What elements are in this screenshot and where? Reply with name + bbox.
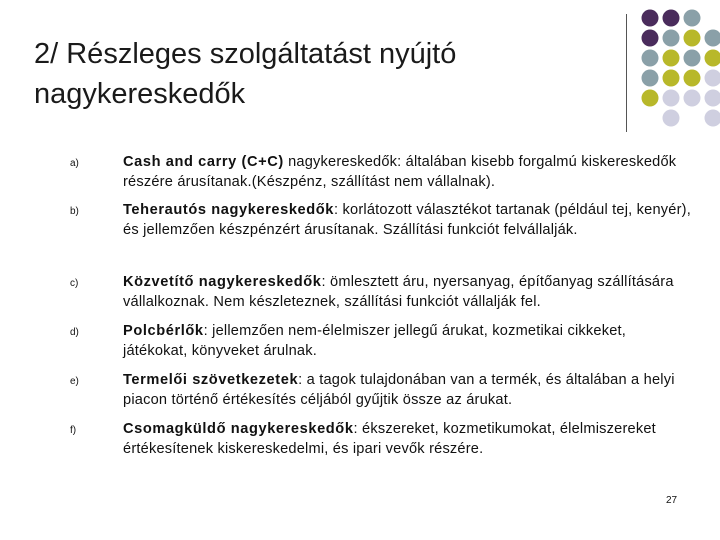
- list-item-term: Polcbérlők: [123, 323, 204, 339]
- decorative-dot: [663, 10, 680, 27]
- list-item-description: nagykereskedők: általában kisebb forgalmú kiskereskedők részére árusítanak.(Készpénz, szállítást nem vállalnak).: [123, 154, 677, 190]
- slide-title: [34, 34, 594, 114]
- list-item-text: [123, 152, 693, 192]
- list-marker: e): [70, 376, 79, 387]
- decorative-dot: [684, 90, 701, 107]
- list-item-text: [123, 200, 693, 240]
- decorative-dot: [684, 50, 701, 67]
- decorative-dot: [642, 90, 659, 107]
- page-number: 27: [666, 495, 678, 506]
- decorative-dot: [705, 70, 720, 87]
- list-marker: b): [70, 206, 79, 217]
- decorative-dot: [705, 90, 720, 107]
- list-item-description: : ömlesztett áru, nyersanyag, építőanyag szállítására vállalkoznak. Nem készleteznek, szállítási funkciót vállalják fel.: [123, 274, 674, 310]
- list-marker: a): [70, 158, 79, 169]
- decorative-dot: [642, 30, 659, 47]
- list-item-text: [123, 272, 693, 312]
- list-item-term: Teherautós nagykereskedők: [123, 202, 335, 218]
- decorative-dot: [705, 30, 720, 47]
- decorative-dot: [684, 70, 701, 87]
- list-item-description: : korlátozott választékot tartanak (például tej, kenyér), és jellemzően készpénzért árusítanak. Szállítási funkciót felvállalják.: [123, 202, 691, 238]
- list-item-term: Csomagküldő nagykereskedők: [123, 421, 354, 437]
- list-item-description: : ékszereket, kozmetikumokat, élelmiszereket értékesítenek kiskereskedelmi, és ipari vevők részére.: [123, 421, 656, 457]
- list-item-term: Cash and carry (C+C): [123, 154, 284, 170]
- list-item-term: Közvetítő nagykereskedők: [123, 274, 322, 290]
- list-item-description: : jellemzően nem-élelmiszer jellegű árukat, kozmetikai cikkeket, játékokat, könyveket árulnak.: [123, 323, 627, 359]
- list-item-description: : a tagok tulajdonában van a termék, és általában a helyi piacon történő értékesítés céljából gyűjtik össze az árukat.: [123, 372, 675, 408]
- list-item-text: [123, 419, 693, 459]
- title-divider-line: [626, 14, 627, 132]
- title-line-1: 2/ Részleges szolgáltatást nyújtó: [34, 38, 457, 70]
- decorative-dot: [663, 90, 680, 107]
- decorative-dot: [642, 70, 659, 87]
- list-marker: c): [70, 278, 79, 289]
- decorative-dot: [642, 50, 659, 67]
- decorative-dot: [705, 50, 720, 67]
- list-marker: f): [70, 425, 77, 436]
- list-item-text: [123, 370, 693, 410]
- decorative-dot: [684, 30, 701, 47]
- decorative-dot: [663, 70, 680, 87]
- list-item-term: Termelői szövetkezetek: [123, 372, 299, 388]
- decorative-dot: [705, 110, 720, 127]
- list-marker: d): [70, 327, 79, 338]
- decorative-dot: [684, 10, 701, 27]
- decorative-dot: [642, 10, 659, 27]
- decorative-dot: [663, 30, 680, 47]
- decorative-dot: [663, 50, 680, 67]
- list-item-text: [123, 321, 693, 361]
- title-line-2: nagykereskedők: [34, 78, 246, 110]
- decorative-dot: [663, 110, 680, 127]
